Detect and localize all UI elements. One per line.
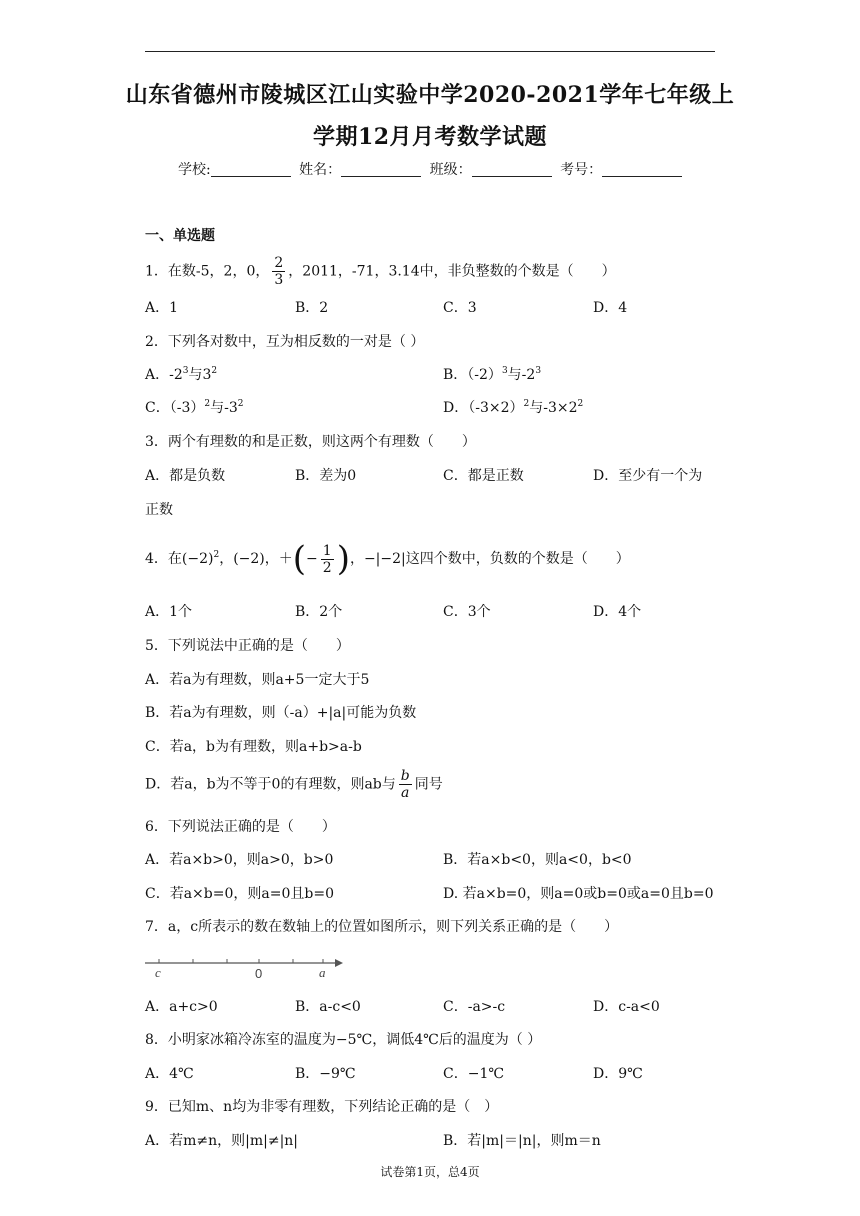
q8-option-d: D．9℃ (593, 1066, 643, 1082)
name-blank (341, 162, 421, 177)
question-7-stem: 7．a，c所表示的数在数轴上的位置如图所示，则下列关系正确的是（ ） (145, 919, 619, 935)
q3-option-d: D．至少有一个为 (593, 468, 703, 484)
q5-d-text-a: D．若a，b为不等于0的有理数，则ab与 (145, 776, 396, 793)
q4-minus: − (306, 551, 318, 567)
number-line-arrow (335, 959, 343, 967)
q6-option-b: B．若a×b<0，则a<0，b<0 (443, 852, 632, 868)
q1-option-c: C．3 (443, 300, 477, 316)
q2-option-c: C．$(-3)^2$与$-3^2$ (145, 399, 244, 416)
label-zero: 0 (255, 966, 263, 981)
page-title-line1: 山东省德州市陵城区江山实验中学2020-2021学年七年级上 (125, 82, 735, 108)
q1-text-a: 1．在数-5，2，0， (145, 263, 270, 280)
q9-option-a: A．若m≠n，则|m|≠|n| (145, 1133, 299, 1149)
q4-option-c: C．3个 (443, 604, 491, 620)
exam-number-label: 考号： (560, 162, 603, 178)
q4-option-a: A．1个 (145, 604, 193, 620)
school-label: 学校: (178, 162, 211, 178)
q5-option-c: C．若a，b为有理数，则a+b>a-b (145, 739, 362, 755)
q5-option-a: A．若a为有理数，则a+5一定大于5 (145, 672, 370, 688)
q4-option-d: D．4个 (593, 604, 642, 620)
q2-option-a: A．$-2^3$与$3^2$ (145, 366, 218, 383)
q1-text-b: ，2011，-71，3.14中，非负整数的个数是（ ） (288, 263, 616, 280)
q4-text-b: ，(−2)，＋ (219, 551, 293, 567)
q6-option-d: D. 若a×b=0，则a=0或b=0或a=0且b=0 (443, 886, 714, 902)
section-heading: 一、单选题 (145, 228, 215, 244)
q1-option-a: A．1 (145, 300, 179, 316)
q5-fraction (399, 768, 412, 801)
q7-option-a: A．a+c>0 (145, 999, 218, 1015)
label-c: c (155, 965, 161, 980)
q3-option-a: A．都是负数 (145, 468, 226, 484)
q8-option-a: A．4℃ (145, 1066, 194, 1082)
q5-fraction-numerator: b (400, 768, 410, 784)
q1-option-d: D．4 (593, 300, 628, 316)
class-blank (472, 162, 552, 177)
question-2-stem: 2．下列各对数中，互为相反数的一对是（ ） (145, 334, 425, 350)
q2-option-b: B．$(-2)^3$与$-2^3$ (443, 366, 542, 383)
q4-fraction (321, 543, 334, 576)
q8-option-b: B．−9℃ (295, 1066, 356, 1082)
question-9-stem: 9．已知m、n均为非零有理数，下列结论正确的是（ ） (145, 1099, 499, 1115)
question-5-stem: 5．下列说法中正确的是（ ） (145, 638, 350, 654)
q4-text-c: ，−|−2|这四个数中，负数的个数是（ ） (349, 551, 630, 567)
q4-text-a: 4．在(−2) (145, 551, 214, 567)
q3-option-b: B．差为0 (295, 468, 357, 484)
q5-d-text-b: 同号 (414, 776, 443, 793)
student-info-row (178, 159, 686, 179)
q7-option-c: C．-a>-c (443, 999, 506, 1015)
header-rule (145, 51, 715, 52)
q9-option-b: B．若|m|＝|n|，则m＝n (443, 1133, 601, 1149)
q1-fraction-denominator: 3 (274, 272, 284, 288)
q6-option-c: C．若a×b=0，则a=0且b=0 (145, 886, 334, 902)
number-line-figure (145, 955, 345, 981)
q4-right-paren: ) (336, 539, 350, 579)
q4-exponent: 2 (213, 550, 220, 560)
class-label: 班级： (429, 162, 472, 178)
q4-left-paren: ( (292, 539, 307, 579)
q4-fraction-denominator: 2 (322, 559, 332, 576)
page-title-line2: 学期12月月考数学试题 (312, 124, 548, 150)
school-blank (211, 162, 291, 177)
q4-fraction-numerator: 1 (322, 542, 332, 559)
page-footer: 试卷第1页，总4页 (380, 1165, 480, 1179)
q5-option-d (145, 768, 443, 801)
exam-number-blank (602, 162, 682, 177)
q7-option-d: D．c-a<0 (593, 999, 660, 1015)
question-1-stem (145, 255, 616, 288)
q3-option-d-wrap: 正数 (145, 502, 173, 518)
q1-fraction-numerator: 2 (274, 255, 284, 271)
q6-option-a: A．若a×b>0，则a>0，b>0 (145, 852, 334, 868)
question-8-stem: 8．小明家冰箱冷冻室的温度为−5℃，调低4℃后的温度为（ ） (145, 1032, 542, 1048)
q1-option-b: B．2 (295, 300, 329, 316)
q5-option-b: B．若a为有理数，则（-a）+|a|可能为负数 (145, 705, 417, 721)
q2-option-d: D．$(-3\times 2)^2$与$-3\times 2^2$ (443, 399, 584, 416)
q7-option-b: B．a-c<0 (295, 999, 361, 1015)
label-a: a (319, 965, 326, 980)
q3-option-c: C．都是正数 (443, 468, 524, 484)
q5-fraction-denominator: a (401, 785, 410, 801)
question-4-stem (145, 536, 630, 582)
q1-fraction (272, 255, 285, 288)
q8-option-c: C．−1℃ (443, 1066, 505, 1082)
q4-option-b: B．2个 (295, 604, 343, 620)
question-3-stem: 3．两个有理数的和是正数，则这两个有理数（ ） (145, 434, 476, 450)
question-6-stem: 6．下列说法正确的是（ ） (145, 819, 336, 835)
name-label: 姓名： (299, 162, 342, 178)
